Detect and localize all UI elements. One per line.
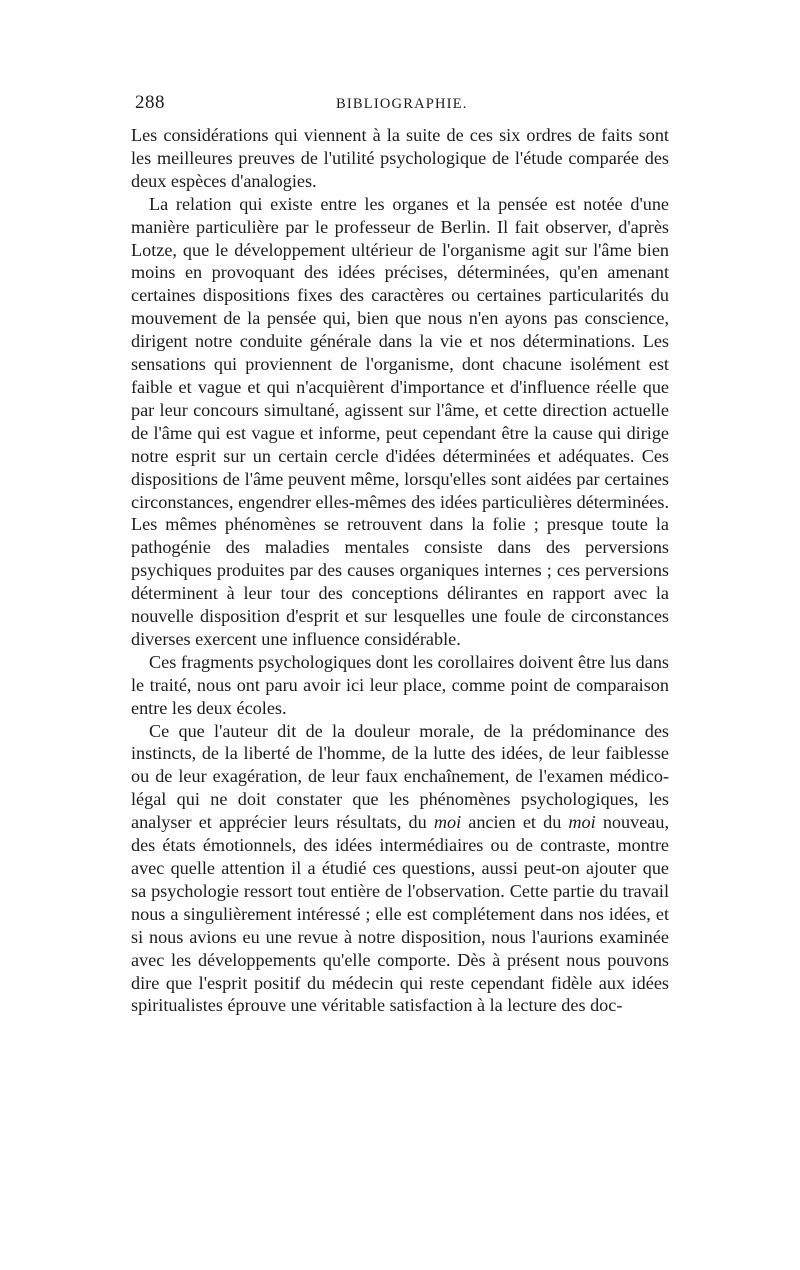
paragraph-3: Ces fragments psychologiques dont les corollaires doivent être lus dans le traité, nous ont paru avoir ici leur place, comme point de comparaison entre les deux écoles.	[131, 651, 669, 718]
paragraph-4-part-2: ancien et du	[461, 812, 569, 833]
paragraph-4-part-1: Ce que l'auteur dit de la douleur morale, de la prédominance des instincts, de la liberté de l'homme, de la lutte des idées, de leur faiblesse ou de leur exagération, de leur faux enchaînement, de l'examen médico-légal qui ne doit constater que les phénomènes psychologiques, les analyser et apprécier leurs résultats, du	[131, 720, 669, 833]
moi-italic-2: moi	[568, 812, 596, 833]
paragraph-2: La relation qui existe entre les organes et la pensée est notée d'une manière particulière par le professeur de Berlin. Il fait observer, d'après Lotze, que le développement ultérieur de l'organisme agit sur l'âme bien moins en provoquant des idées précises, déterminées, qu'en amenant certaines dispositions fixes des caractères ou certaines particularités du mouvement de la pensée qui, bien que nous n'en ayons pas conscience, dirigent notre conduite générale dans la vie et nos déterminations. Les sensations qui proviennent de l'organisme, dont chacune isolément est faible et vague et qui n'acquièrent d'importance et d'influence réelle que par leur concours simultané, agissent sur l'âme, et cette direction actuelle de l'âme qui est vague et informe, peut cependant être la cause qui dirige notre esprit sur un certain cercle d'idées déterminées et adéquates. Ces dispositions de l'âme peuvent même, lorsqu'elles sont aidées par certaines circonstances, engendrer elles-mêmes des idées particulières déterminées. Les mêmes phénomènes se retrouvent dans la folie ; presque toute la pathogénie des maladies mentales consiste dans des perversions psychiques produites par des causes organiques internes ; ces perversions déterminent à leur tour des conceptions délirantes en rapport avec la nouvelle disposition d'esprit et sur lesquelles une foule de circonstances diverses exercent une influence considérable.	[131, 193, 669, 649]
paragraph-1: Les considérations qui viennent à la suite de ces six ordres de faits sont les meilleures preuves de l'utilité psychologique de l'étude comparée des deux espèces d'analogies.	[131, 125, 669, 191]
book-page	[131, 92, 669, 1017]
moi-italic-1: moi	[433, 812, 462, 833]
page-header	[131, 92, 669, 124]
page-number: 288	[135, 92, 165, 113]
paragraph-4	[131, 720, 669, 1018]
running-title: BIBLIOGRAPHIE.	[336, 96, 468, 112]
paragraph-4-part-3: nouveau, des états émotionnels, des idées intermédiaires ou de contraste, montre avec quelle attention il a étudié ces questions, aussi peut-on ajouter que sa psychologie ressort tout entière de l'observation. Cette partie du travail nous a singulièrement intéressé ; elle est complétement dans nos idées, et si nous avions eu une revue à notre disposition, nous l'aurions examinée avec les développements qu'elle comporte. Dès à présent nous pouvons dire que l'esprit positif du médecin qui reste cependant fidèle aux idées spiritualistes éprouve une véritable satisfaction à la lecture des doc-	[131, 812, 669, 1016]
body-text	[131, 124, 669, 1017]
